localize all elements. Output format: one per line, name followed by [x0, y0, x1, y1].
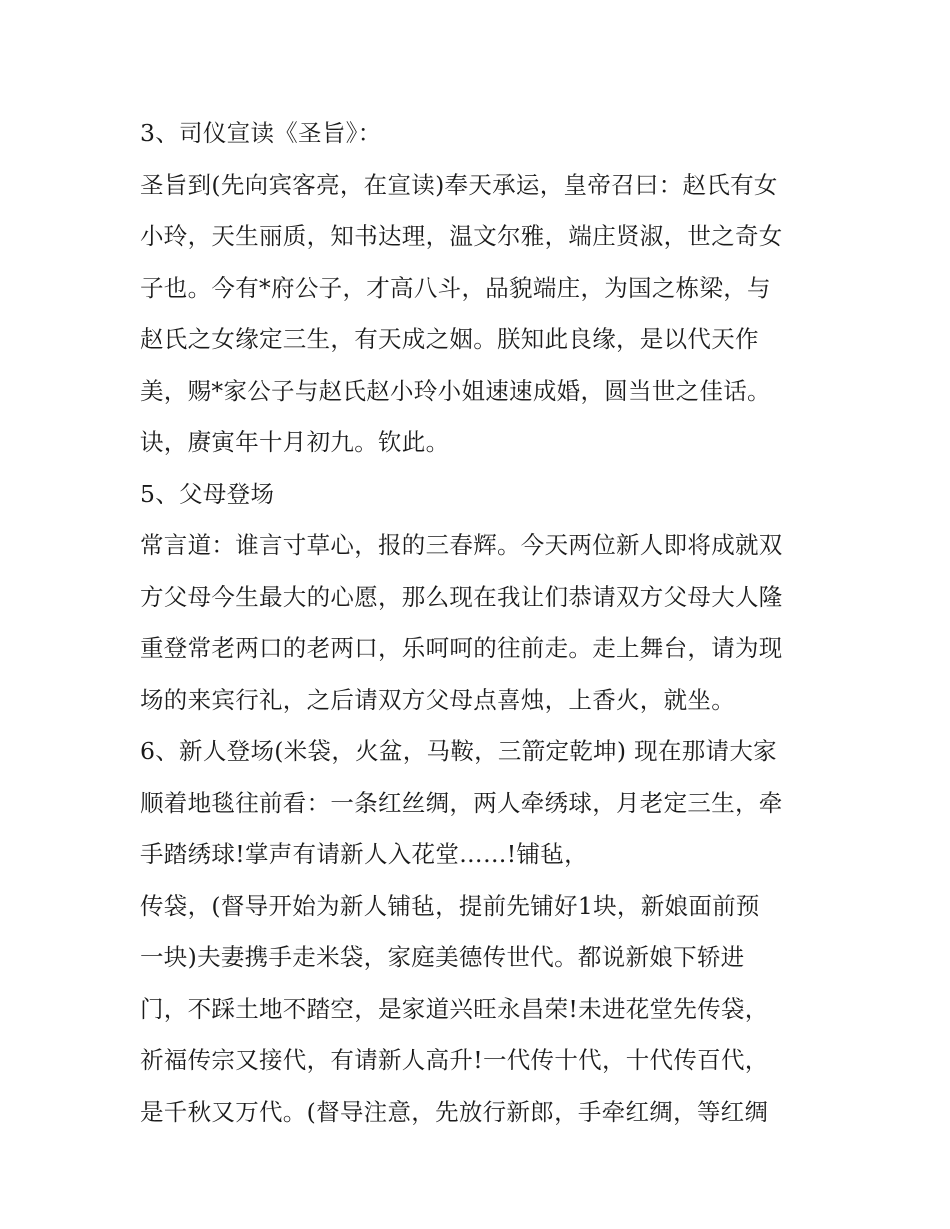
- text-line: 场的来宾行礼，之后请双方父母点喜烛，上香火，就坐。: [140, 685, 735, 714]
- text-line: 方父母今生最大的心愿，那么现在我让们恭请双方父母大人隆: [140, 582, 783, 611]
- section-heading-3: 3、司仪宣读《圣旨》：: [140, 119, 382, 147]
- document-body: [140, 108, 820, 1138]
- text-line: 手踏绣球!掌声有请新人入花堂……!铺毡，: [140, 840, 588, 868]
- text-line: 美，赐*家公子与赵氏赵小玲小姐速速成婚，圆当世之佳话。: [140, 376, 771, 405]
- text-line: 是千秋又万代。(督导注意，先放行新郎，手牵红绸，等红绸: [140, 1097, 769, 1126]
- text-line: 诀，赓寅年十月初九。钦此。: [140, 428, 450, 456]
- text-line: 顺着地毯往前看：一条红丝绸，两人牵绣球，月老定三生，牵: [140, 788, 783, 817]
- text-line: 门，不踩土地不踏空，是家道兴旺永昌荣!未进花堂先传袋，: [140, 994, 769, 1023]
- text-line: 传袋，(督导开始为新人铺毡，提前先铺好1块，新娘面前预: [140, 891, 760, 920]
- section-heading-6: 6、新人登场(米袋，火盆，马鞍，三箭定乾坤) 现在那请大家: [140, 737, 777, 765]
- text-line: 一块)夫妻携手走米袋，家庭美德传世代。都说新娘下轿进: [140, 943, 745, 971]
- text-line: 圣旨到(先向宾客亮，在宣读)奉天承运，皇帝召曰：赵氏有女: [140, 170, 778, 199]
- text-line: 常言道：谁言寸草心，报的三春辉。今天两位新人即将成就双: [140, 531, 783, 559]
- section-heading-5: 5、父母登场: [140, 479, 275, 508]
- text-line: 子也。今有*府公子，才高八斗，品貌端庄，为国之栋梁，与: [140, 273, 771, 302]
- text-line: 赵氏之女缘定三生，有天成之姻。朕知此良缘，是以代天作: [140, 325, 759, 353]
- text-line: 重登常老两口的老两口，乐呵呵的往前走。走上舞台，请为现: [140, 634, 783, 662]
- text-line: 祈福传宗又接代，有请新人高升!一代传十代，十代传百代，: [140, 1046, 769, 1074]
- text-line: 小玲，天生丽质，知书达理，温文尔雅，端庄贤淑，世之奇女: [140, 222, 783, 250]
